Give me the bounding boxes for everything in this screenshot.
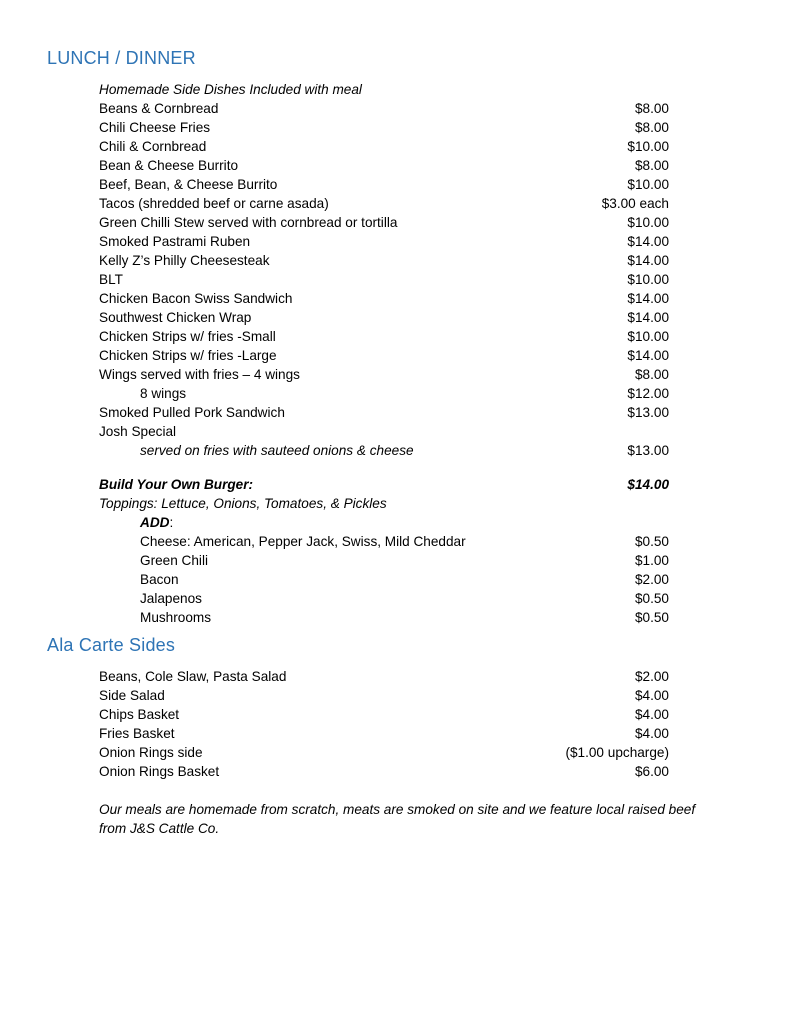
menu-item (99, 346, 669, 365)
menu-item-name: Tacos (shredded beef or carne asada) (99, 196, 329, 211)
menu-item-price: $12.00 (627, 386, 669, 401)
burger-add-label (140, 513, 173, 532)
side-dishes-note (99, 80, 669, 99)
menu-item-price: $14.00 (627, 291, 669, 306)
side-item-price: $4.00 (634, 707, 669, 722)
burger-title: Build Your Own Burger: (99, 477, 254, 492)
menu-item (99, 156, 669, 175)
menu-item-name: BLT (99, 272, 123, 287)
burger-price: $14.00 (627, 477, 669, 492)
side-item (99, 762, 669, 781)
menu-item-name: Beans & Cornbread (99, 101, 219, 116)
side-item (99, 667, 669, 686)
menu-item (99, 137, 669, 156)
menu-item (99, 118, 669, 137)
side-item-price: $4.00 (634, 726, 669, 741)
addon-price: $0.50 (634, 610, 669, 625)
side-item-name: Beans, Cole Slaw, Pasta Salad (99, 669, 287, 684)
menu-item-name: Southwest Chicken Wrap (99, 310, 252, 325)
side-item-name: Onion Rings side (99, 745, 203, 760)
menu-item-price: $10.00 (627, 139, 669, 154)
menu-item-name: Kelly Z’s Philly Cheesesteak (99, 253, 270, 268)
burger-add-row (99, 513, 669, 532)
menu-item (99, 232, 669, 251)
menu-item (99, 194, 669, 213)
addon-name: Green Chili (140, 553, 208, 568)
menu-item (99, 403, 669, 422)
menu-item (99, 175, 669, 194)
add-colon: : (169, 515, 174, 530)
menu-item (99, 308, 669, 327)
menu-item-name: Chicken Strips w/ fries -Small (99, 329, 276, 344)
menu-item (99, 365, 669, 384)
menu-item (99, 441, 669, 460)
addon-item (99, 589, 669, 608)
side-dishes-text: Homemade Side Dishes Included with meal (99, 82, 362, 97)
menu-item-name: Beef, Bean, & Cheese Burrito (99, 177, 278, 192)
menu-item-price: $8.00 (634, 158, 669, 173)
side-item (99, 724, 669, 743)
menu-item-price: $13.00 (627, 443, 669, 458)
addon-item (99, 551, 669, 570)
menu-item-price: $14.00 (627, 234, 669, 249)
side-item (99, 743, 669, 762)
menu-item-price: $8.00 (634, 120, 669, 135)
ala-carte-heading: Ala Carte Sides (47, 635, 176, 655)
menu-item-name: Smoked Pulled Pork Sandwich (99, 405, 285, 420)
addon-name: Jalapenos (140, 591, 202, 606)
side-item-name: Onion Rings Basket (99, 764, 220, 779)
addon-item (99, 570, 669, 589)
menu-item-name: Chicken Strips w/ fries -Large (99, 348, 277, 363)
menu-item (99, 99, 669, 118)
menu-item-price: $14.00 (627, 348, 669, 363)
addon-item (99, 532, 669, 551)
menu-item-name: 8 wings (140, 386, 187, 401)
side-item-price: $2.00 (634, 669, 669, 684)
side-item-price: $4.00 (634, 688, 669, 703)
menu-item-price: $10.00 (627, 329, 669, 344)
menu-item-name: Josh Special (99, 424, 177, 439)
menu-item-name: Chili & Cornbread (99, 139, 207, 154)
menu-item (99, 327, 669, 346)
menu-item-price: $10.00 (627, 177, 669, 192)
menu-item (99, 251, 669, 270)
menu-item-price: $10.00 (627, 215, 669, 230)
menu-item-name: Smoked Pastrami Ruben (99, 234, 251, 249)
menu-item-price: $10.00 (627, 272, 669, 287)
addon-name: Bacon (140, 572, 179, 587)
side-item-price: $6.00 (634, 764, 669, 779)
menu-item-price: $14.00 (627, 310, 669, 325)
addon-price: $0.50 (634, 591, 669, 606)
menu-item (99, 422, 669, 441)
addon-price: $0.50 (634, 534, 669, 549)
menu-item (99, 270, 669, 289)
footer-note-line-1: Our meals are homemade from scratch, meats are smoked on site and we feature local raised beef (99, 802, 696, 817)
menu-item-price: $13.00 (627, 405, 669, 420)
menu-item-price: $3.00 each (601, 196, 669, 211)
menu-item-name: Wings served with fries – 4 wings (99, 367, 300, 382)
side-item-price: ($1.00 upcharge) (565, 745, 669, 760)
side-item-name: Fries Basket (99, 726, 175, 741)
side-item-name: Side Salad (99, 688, 165, 703)
burger-toppings-row (99, 494, 669, 513)
add-word: ADD (140, 515, 170, 530)
menu-item-price: $8.00 (634, 367, 669, 382)
addon-price: $2.00 (634, 572, 669, 587)
burger-title-row (99, 475, 669, 494)
addon-item (99, 608, 669, 627)
menu-item (99, 213, 669, 232)
menu-item-name: Green Chilli Stew served with cornbread or tortilla (99, 215, 398, 230)
side-item-name: Chips Basket (99, 707, 180, 722)
menu-item-name: Chicken Bacon Swiss Sandwich (99, 291, 293, 306)
menu-item (99, 384, 669, 403)
menu-item-name: Bean & Cheese Burrito (99, 158, 239, 173)
menu-item (99, 289, 669, 308)
menu-item-price: $8.00 (634, 101, 669, 116)
footer-note-line-2: from J&S Cattle Co. (99, 821, 220, 836)
lunch-dinner-heading: LUNCH / DINNER (47, 48, 196, 68)
menu-item-price: $14.00 (627, 253, 669, 268)
addon-name: Cheese: American, Pepper Jack, Swiss, Mild Cheddar (140, 534, 466, 549)
addon-price: $1.00 (634, 553, 669, 568)
menu-item-name: served on fries with sauteed onions & cheese (140, 443, 414, 458)
menu-item-name: Chili Cheese Fries (99, 120, 211, 135)
addon-name: Mushrooms (140, 610, 212, 625)
burger-toppings: Toppings: Lettuce, Onions, Tomatoes, & Pickles (99, 496, 387, 511)
side-item (99, 686, 669, 705)
side-item (99, 705, 669, 724)
